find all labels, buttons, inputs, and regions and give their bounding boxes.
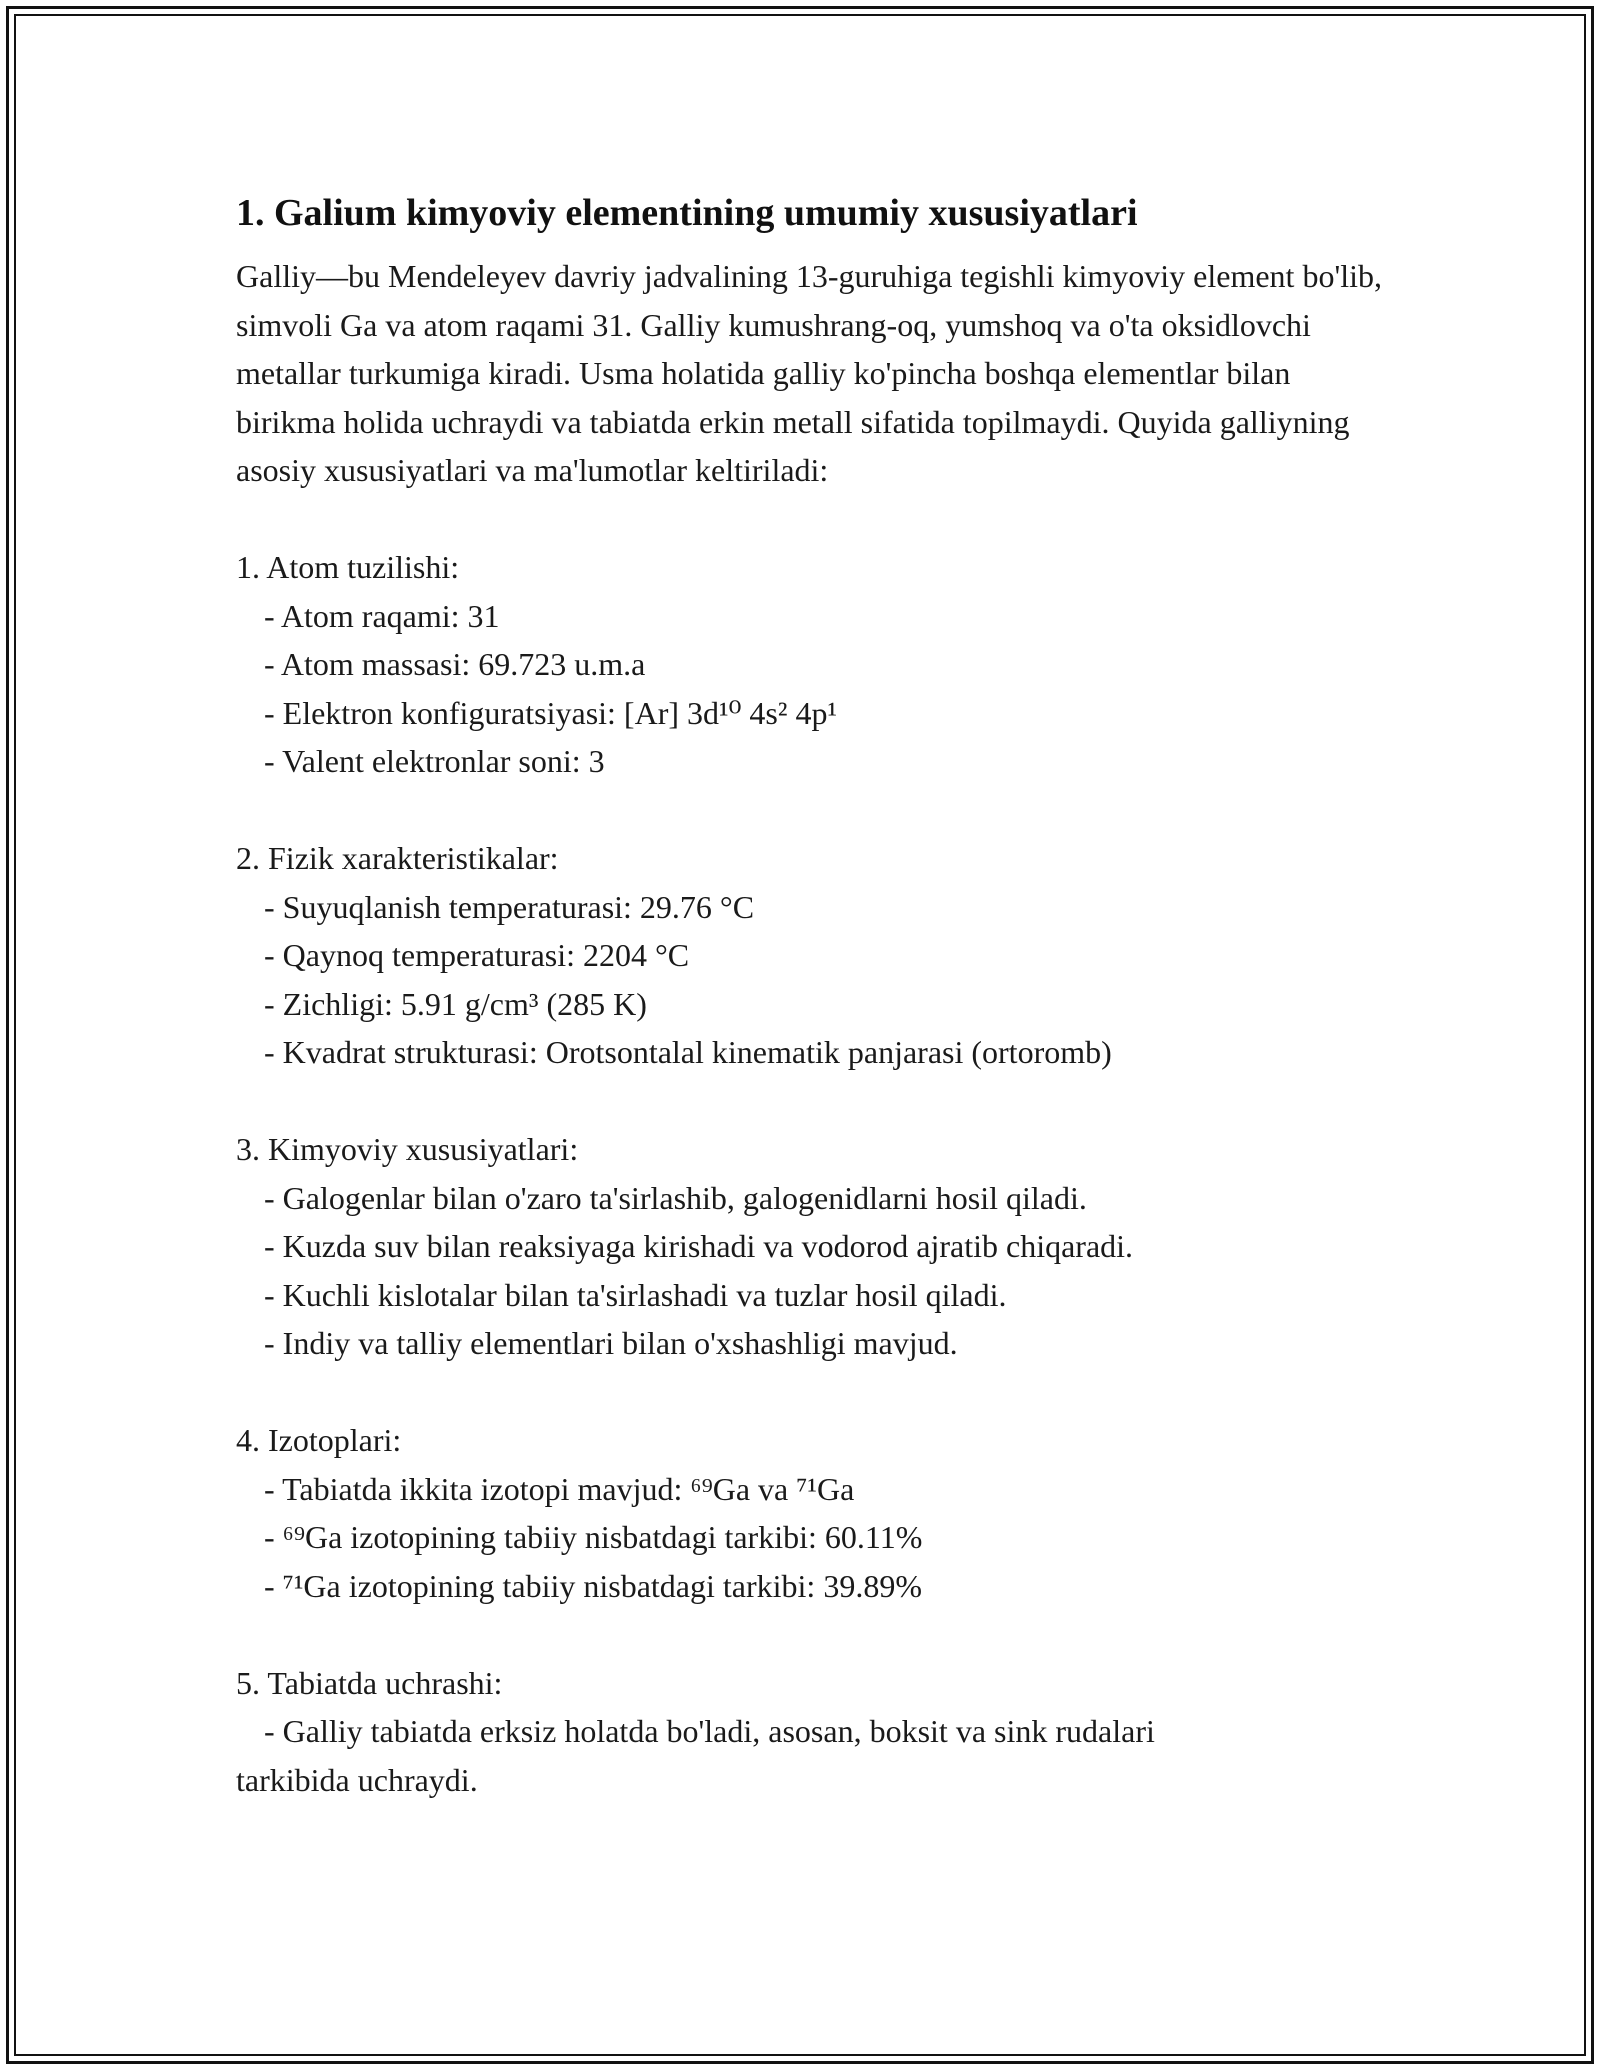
list-item: - Qaynoq temperaturasi: 2204 °C [264,937,690,973]
list-item: - Kvadrat strukturasi: Orotsontalal kinematik panjarasi (ortoromb) [264,1034,1112,1070]
list-item: - ⁷¹Ga izotopining tabiiy nisbatdagi tarkibi: 39.89% [264,1567,922,1604]
intro-paragraph: Galliy—bu Mendeleyev davriy jadvalining 13-guruhiga tegishli kimyoviy element bo'lib, simvoli Ga va atom raqami 31. Galliy kumushrang-oq, yumshoq va o'ta oksidlovchi metallar turkumiga kiradi. Usma holatida galliy ko'pincha boshqa elementlar bilan birikma holida uchraydi va tabiatda erkin metall sifatida topilmaydi. Quyida galliyning asosiy xususiyatlari va ma'lumotlar keltiriladi: [236,258,1382,488]
section-heading: 1. Atom tuzilishi: [236,549,460,585]
list-item: - Kuchli kislotalar bilan ta'sirlashadi va tuzlar hosil qiladi. [264,1276,1007,1313]
list-item: - Galogenlar bilan o'zaro ta'sirlashib, galogenidlarni hosil qiladi. [264,1179,1087,1216]
section-atom-structure [236,543,1386,786]
section-heading: 2. Fizik xarakteristikalar: [236,840,559,876]
list-item: - Atom raqami: 31 [264,597,500,634]
section-heading: 4. Izotoplari: [236,1422,402,1458]
document-title: 1. Galium kimyoviy elementining umumiy xususiyatlari [236,192,1138,234]
list-item: - Tabiatda ikkita izotopi mavjud: ⁶⁹Ga va ⁷¹Ga [264,1470,855,1507]
section-heading: 5. Tabiatda uchrashi: [236,1664,503,1701]
list-item: - Atom massasi: 69.723 u.m.a [264,646,646,682]
list-item: - ⁶⁹Ga izotopining tabiiy nisbatdagi tarkibi: 60.11% [264,1519,923,1555]
list-item: - Elektron konfiguratsiyasi: [Ar] 3d¹⁰ 4s² 4p¹ [264,694,838,731]
list-item: - Indiy va talliy elementlari bilan o'xshashligi mavjud. [264,1325,958,1361]
list-item-continuation: tarkibida uchraydi. [236,1761,478,1798]
section-chemical-properties [236,1125,1386,1368]
list-item: - Zichligi: 5.91 g/cm³ (285 K) [264,985,647,1022]
list-item: - Valent elektronlar soni: 3 [264,743,605,779]
list-item: - Galliy tabiatda erksiz holatda bo'ladi, asosan, boksit va sink rudalari [264,1713,1155,1749]
section-physical-properties [236,834,1386,1077]
section-isotopes [236,1416,1386,1610]
list-item: - Kuzda suv bilan reaksiyaga kirishadi va vodorod ajratib chiqaradi. [264,1228,1134,1264]
section-occurrence [236,1659,1386,1805]
document-page [236,186,1386,1804]
list-item: - Suyuqlanish temperaturasi: 29.76 °C [264,888,755,925]
section-heading: 3. Kimyoviy xususiyatlari: [236,1131,579,1167]
